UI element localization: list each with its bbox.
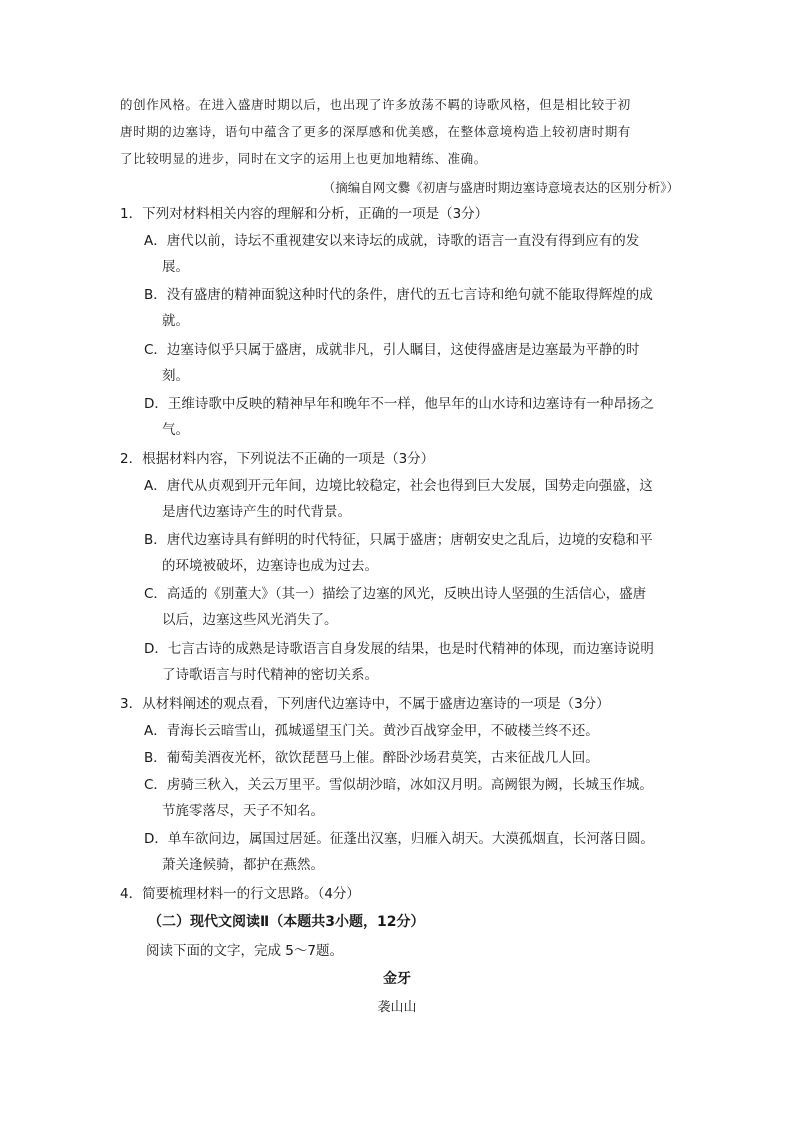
option-continuation: 节旄零落尽，天子不知名。 — [162, 803, 324, 819]
question-1-option-d — [144, 391, 679, 443]
option-text: A．唐代从贞观到开元年间，边境比较稳定，社会也得到巨大发展，国势走向强盛，这 — [144, 478, 653, 494]
passage-author: 袭山山 — [377, 1000, 417, 1015]
passage-line: 的创作风格。在进入盛唐时期以后，也出现了许多放荡不羁的诗歌风格，但是相比较于初 — [120, 97, 631, 112]
passage-line: 唐时期的边塞诗，语句中蕴含了更多的深厚感和优美感，在整体意境构造上较初唐时期有 — [120, 124, 631, 139]
passage-paragraph — [120, 91, 680, 172]
question-2-option-d — [144, 636, 679, 688]
option-text: D．王维诗歌中反映的精神早年和晚年不一样，他早年的山水诗和边塞诗有一种昂扬之 — [144, 396, 654, 412]
option-text: B．葡萄美酒夜光杯，欲饮琵琶马上催。醉卧沙场君莫笑，古来征战几人回。 — [144, 750, 599, 766]
question-3-option-c — [144, 772, 679, 824]
option-continuation: 刻。 — [162, 368, 189, 384]
option-continuation: 气。 — [162, 422, 189, 438]
passage-source: （摘编自网文爨《初唐与盛唐时期边塞诗意境表达的区别分析》） — [322, 180, 679, 195]
option-text: A．唐代以前，诗坛不重视建安以来诗坛的成就，诗歌的语言一直没有得到应有的发 — [144, 233, 640, 249]
option-text: D．单车欲问边，属国过居延。征蓬出汉塞，归雁入胡天。大漠孤烟直，长河落日圆。 — [144, 831, 654, 847]
passage-title: 金牙 — [383, 971, 411, 987]
option-continuation: 的环境被破坏，边塞诗也成为过去。 — [162, 558, 378, 574]
question-1-option-c — [144, 337, 679, 389]
option-text: A．青海长云暗雪山，孤城遥望玉门关。黄沙百战穿金甲，不破楼兰终不还。 — [144, 723, 599, 739]
passage-line: 了比较明显的进步，同时在文字的运用上也更加地精练、准确。 — [120, 151, 487, 166]
question-4-stem: 4．简要梳理材料一的行文思路。（4分） — [120, 886, 360, 902]
question-3-option-d — [144, 826, 679, 878]
option-continuation: 展。 — [162, 259, 189, 275]
question-3-option-b — [144, 745, 679, 771]
question-2-option-b — [144, 527, 679, 579]
option-text: C．边塞诗似乎只属于盛唐，成就非凡，引人瞩目，这使得盛唐是边塞最为平静的时 — [144, 342, 640, 358]
option-continuation: 是唐代边塞诗产生的时代背景。 — [162, 504, 351, 520]
question-3-stem: 3．从材料阐述的观点看，下列唐代边塞诗中，不属于盛唐边塞诗的一项是（3分） — [120, 696, 610, 712]
question-3-option-a — [144, 718, 679, 744]
section-heading: （二）现代文阅读Ⅱ（本题共3小题，12分） — [148, 914, 425, 930]
question-1-option-b — [144, 282, 679, 334]
option-text: C．虏骑三秋入，关云万里平。雪似胡沙暗，冰如汉月明。高阙银为阙，长城玉作城。 — [144, 777, 653, 793]
question-2-option-a — [144, 473, 679, 525]
option-continuation: 以后，边塞这些风光消失了。 — [162, 612, 338, 628]
option-continuation: 萧关逢候骑，都护在燕然。 — [162, 857, 324, 873]
option-continuation: 就。 — [162, 313, 189, 329]
question-2-stem: 2．根据材料内容，下列说法不正确的一项是（3分） — [120, 451, 435, 467]
question-2-option-c — [144, 581, 679, 633]
question-1-stem: 1．下列对材料相关内容的理解和分析，正确的一项是（3分） — [120, 206, 489, 222]
option-continuation: 了诗歌语言与时代精神的密切关系。 — [162, 667, 378, 683]
option-text: B．没有盛唐的精神面貌这种时代的条件，唐代的五七言诗和绝句就不能取得辉煌的成 — [144, 287, 653, 303]
section-instruction: 阅读下面的文字，完成 5～7题。 — [146, 943, 343, 959]
option-text: B．唐代边塞诗具有鲜明的时代特征，只属于盛唐；唐朝安史之乱后，边境的安稳和平 — [144, 532, 653, 548]
question-1-option-a — [144, 228, 679, 280]
option-text: D．七言古诗的成熟是诗歌语言自身发展的结果，也是时代精神的体现，而边塞诗说明 — [144, 641, 654, 657]
option-text: C．高适的《别董大》（其一）描绘了边塞的风光，反映出诗人坚强的生活信心，盛唐 — [144, 586, 647, 602]
